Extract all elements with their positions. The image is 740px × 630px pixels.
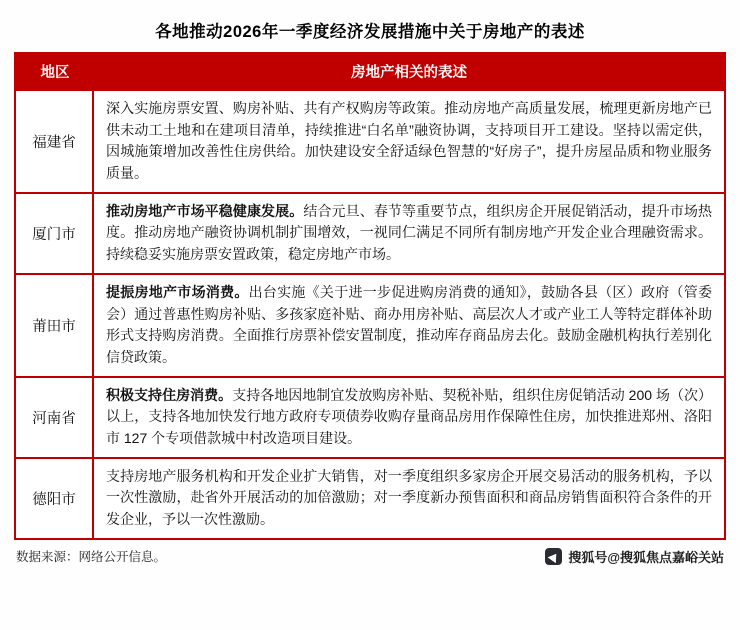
region-cell: 福建省 bbox=[16, 91, 94, 192]
description-text: 结合元旦、春节等重要节点，组织房企开展促销活动，提升市场热度。推动房地产融资协调机制扩围增效，一视同仁满足不同所有制房地产开发企业合理融资需求。持续稳妥实施房票安置政策，稳定房地产市场。 bbox=[106, 202, 713, 263]
region-cell: 德阳市 bbox=[16, 459, 94, 538]
table-row bbox=[16, 273, 724, 376]
region-cell: 莆田市 bbox=[16, 275, 94, 376]
header-description: 房地产相关的表述 bbox=[351, 65, 467, 81]
data-source-note: 数据来源：网络公开信息。 bbox=[16, 550, 167, 565]
description-text: 支持房地产服务机构和开发企业扩大销售，对一季度组织多家房企开展交易活动的服务机构，予以一次性激励，赴省外开展活动的加倍激励；对一季度新办预售面积和商品房销售面积符合条件的开发企业，予以一次性激励。 bbox=[106, 467, 712, 527]
description-lead: 推动房地产市场平稳健康发展。 bbox=[106, 202, 304, 219]
sohu-logo-icon bbox=[545, 548, 562, 565]
description-text: 支持各地因地制宜发放购房补贴、契税补贴，组织住房促销活动 200 场（次）以上，支持各地加快发行地方政府专项债券收购存量商品房用作保障性住房，加快推进郑州、洛阳市 127 个专项借款城中村改造项目建设。 bbox=[106, 386, 712, 446]
real-estate-table bbox=[14, 52, 726, 540]
table-row bbox=[16, 376, 724, 457]
table-row bbox=[16, 89, 724, 192]
description-cell bbox=[94, 378, 724, 457]
description-cell bbox=[94, 275, 724, 376]
description-text: 深入实施房票安置、购房补贴、共有产权购房等政策。推动房地产高质量发展，梳理更新房地产已供未动工土地和在建项目清单，持续推进“白名单”融资协调，支持项目开工建设。坚持以需定供，因城施策增加改善性住房供给。加快建设安全舒适绿色智慧的“好房子”，提升房屋品质和物业服务质量。 bbox=[106, 100, 712, 182]
table-header-row bbox=[16, 54, 724, 89]
description-cell bbox=[94, 459, 724, 538]
region-cell: 河南省 bbox=[16, 378, 94, 457]
table-row bbox=[16, 192, 724, 273]
watermark-text: 搜狐号@搜狐焦点嘉峪关站 bbox=[568, 549, 724, 565]
table-row bbox=[16, 457, 724, 538]
description-cell bbox=[94, 194, 724, 273]
header-region: 地区 bbox=[40, 65, 70, 81]
region-cell: 厦门市 bbox=[16, 194, 94, 273]
description-text: 出台实施《关于进一步促进购房消费的通知》，鼓励各县（区）政府（管委会）通过普惠性购房补贴、多孩家庭补贴、商办用房补贴、高层次人才或产业工人等特定群体补助形式支持购房消费。全面推行房票补偿安置制度，推动库存商品房去化。鼓励金融机构执行差别化信贷政策。 bbox=[106, 283, 713, 365]
description-lead: 提振房地产市场消费。 bbox=[106, 283, 249, 300]
watermark bbox=[545, 547, 724, 566]
description-lead: 积极支持住房消费。 bbox=[106, 386, 233, 403]
footer bbox=[14, 540, 726, 566]
page-title: 各地推动2026年一季度经济发展措施中关于房地产的表述 bbox=[155, 23, 585, 41]
description-cell bbox=[94, 91, 724, 192]
